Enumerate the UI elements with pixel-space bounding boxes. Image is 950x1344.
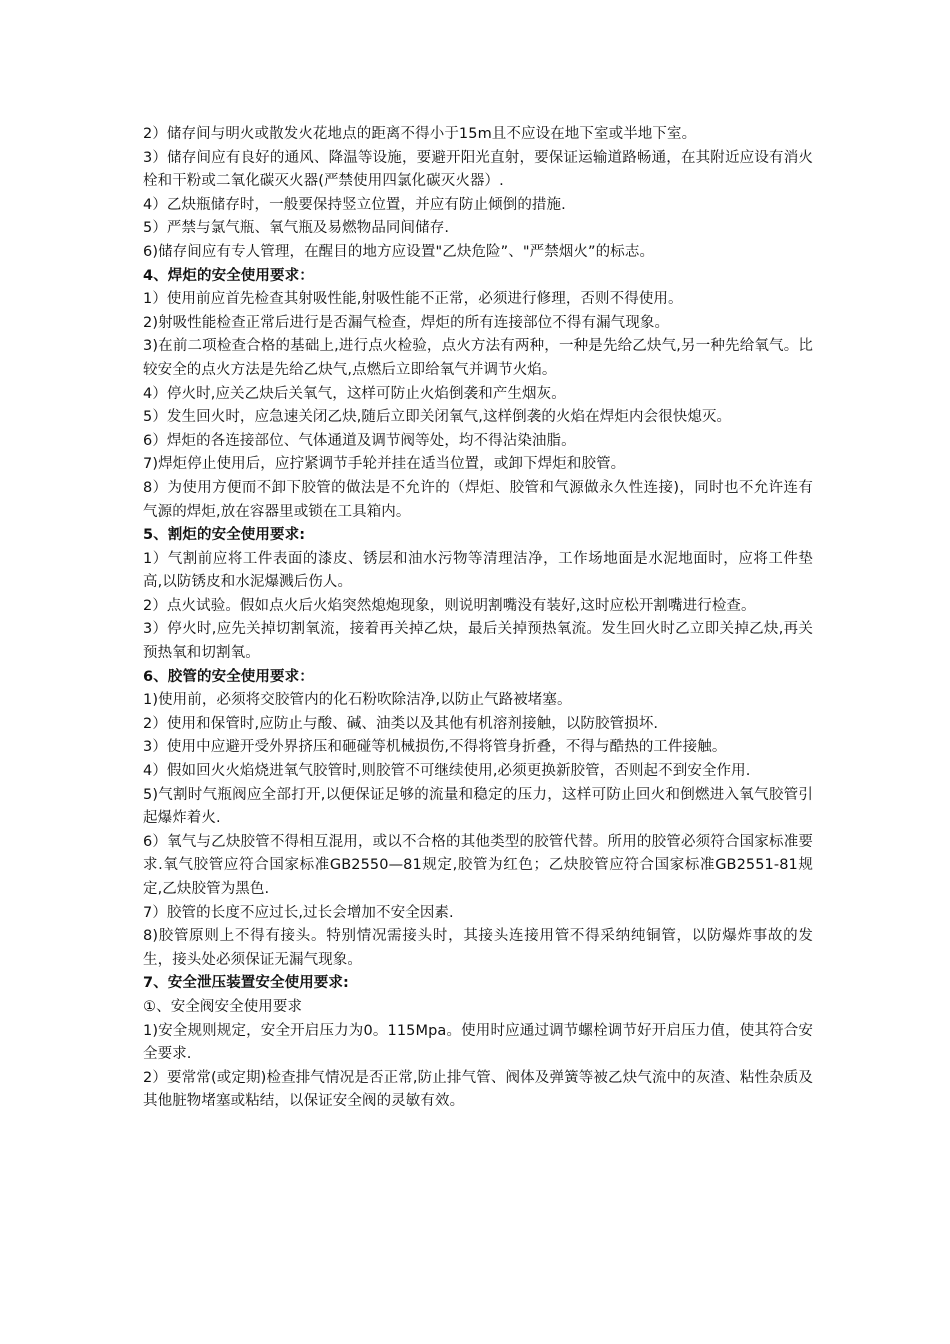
paragraph: 2）要常常(或定期)检查排气情况是否正常,防止排气管、阀体及弹簧等被乙炔气流中的灰渣、粘性杂质及其他脏物堵塞或粘结，以保证安全阀的灵敏有效。 <box>143 1069 813 1110</box>
paragraph: 2）储存间与明火或散发火花地点的距离不得小于15m且不应设在地下室或半地下室。 <box>143 126 697 142</box>
paragraph: 6）氧气与乙炔胶管不得相互混用，或以不合格的其他类型的胶管代替。所用的胶管必须符合国家标准要求.氧气胶管应符合国家标准GB2550—81规定,胶管为红色；乙炔胶管应符合国家标准GB2551-81规定,乙炔胶管为黑色. <box>143 833 813 897</box>
paragraph: 3）储存间应有良好的通风、降温等设施，要避开阳光直射，要保证运输道路畅通，在其附近应设有消火栓和干粉或二氧化碳灭火器(严禁使用四氯化碳灭火器）. <box>143 149 813 190</box>
section-heading: 5、割炬的安全使用要求: <box>143 527 306 544</box>
paragraph: 4）停火时,应关乙炔后关氧气，这样可防止火焰倒袭和产生烟灰。 <box>143 385 566 402</box>
paragraph: 2)射吸性能检查正常后进行是否漏气检查，焊炬的所有连接部位不得有漏气现象。 <box>143 314 670 331</box>
paragraph: 4）乙炔瓶储存时，一般要保持竖立位置，并应有防止倾倒的措施. <box>143 196 566 213</box>
section-heading: 7、安全泄压装置安全使用要求: <box>143 975 349 992</box>
paragraph: ①、安全阀安全使用要求 <box>143 998 303 1015</box>
paragraph: 7）胶管的长度不应过长,过长会增加不安全因素. <box>143 904 454 921</box>
paragraph: 8）为使用方便而不卸下胶管的做法是不允许的（焊炬、胶管和气源做永久性连接)，同时也不允许连有气源的焊炬,放在容器里或锁在工具箱内。 <box>143 479 813 520</box>
paragraph: 5)气割时气瓶阀应全部打开,以便保证足够的流量和稳定的压力，这样可防止回火和倒燃进入氧气胶管引起爆炸着火. <box>143 786 813 827</box>
paragraph: 5）严禁与氯气瓶、氧气瓶及易燃物品同间储存. <box>143 220 450 237</box>
paragraph: 7)焊炬停止使用后，应拧紧调节手轮并挂在适当位置，或卸下焊炬和胶管。 <box>143 456 626 473</box>
paragraph: 1)安全规则规定，安全开启压力为0。115Mpa。使用时应通过调节螺栓调节好开启压力值，使其符合安全要求. <box>143 1022 813 1063</box>
paragraph: 4）假如回火火焰烧进氧气胶管时,则胶管不可继续使用,必须更换新胶管，否则起不到安全作用. <box>143 763 751 780</box>
paragraph: 5）发生回火时，应急速关闭乙炔,随后立即关闭氧气,这样倒袭的火焰在焊炬内会很快熄灭。 <box>143 409 732 426</box>
paragraph: 2）使用和保管时,应防止与酸、碱、油类以及其他有机溶剂接触，以防胶管损坏. <box>143 715 659 732</box>
paragraph: 2）点火试验。假如点火后火焰突然熄炮现象，则说明割嘴没有装好,这时应松开割嘴进行检查。 <box>143 597 756 614</box>
paragraph: 6）焊炬的各连接部位、气体通道及调节阀等处，均不得沾染油脂。 <box>143 432 576 449</box>
paragraph: 6)储存间应有专人管理，在醒目的地方应设置"乙炔危险”、"严禁烟火”的标志。 <box>143 243 655 260</box>
paragraph: 3）使用中应避开受外界挤压和砸碰等机械损伤,不得将管身折叠，不得与酷热的工件接触。 <box>143 739 727 756</box>
paragraph: 3)在前二项检查合格的基础上,进行点火检验，点火方法有两种，一种是先给乙炔气,另一种先给氧气。比较安全的点火方法是先给乙炔气,点燃后立即给氧气并调节火焰。 <box>143 338 813 378</box>
section-heading: 6、胶管的安全使用要求： <box>143 668 314 685</box>
paragraph: 8)胶管原则上不得有接头。特别情况需接头时，其接头连接用管不得采纳纯铜管，以防爆炸事故的发生，接头处必须保证无漏气现象。 <box>143 928 813 968</box>
document-page <box>143 123 813 1114</box>
section-heading: 4、焊炬的安全使用要求： <box>143 267 314 284</box>
paragraph: 1）气割前应将工件表面的漆皮、锈层和油水污物等清理洁净，工作场地面是水泥地面时，应将工件垫高,以防锈皮和水泥爆溅后伤人。 <box>143 550 813 591</box>
paragraph: 3）停火时,应先关掉切割氧流，接着再关掉乙炔，最后关掉预热氧流。发生回火时乙立即关掉乙炔,再关预热氧和切割氧。 <box>143 621 813 662</box>
paragraph: 1）使用前应首先检查其射吸性能,射吸性能不正常，必须进行修理，否则不得使用。 <box>143 291 683 308</box>
paragraph: 1)使用前，必须将交胶管内的化石粉吹除洁净,以防止气路被堵塞。 <box>143 692 572 709</box>
